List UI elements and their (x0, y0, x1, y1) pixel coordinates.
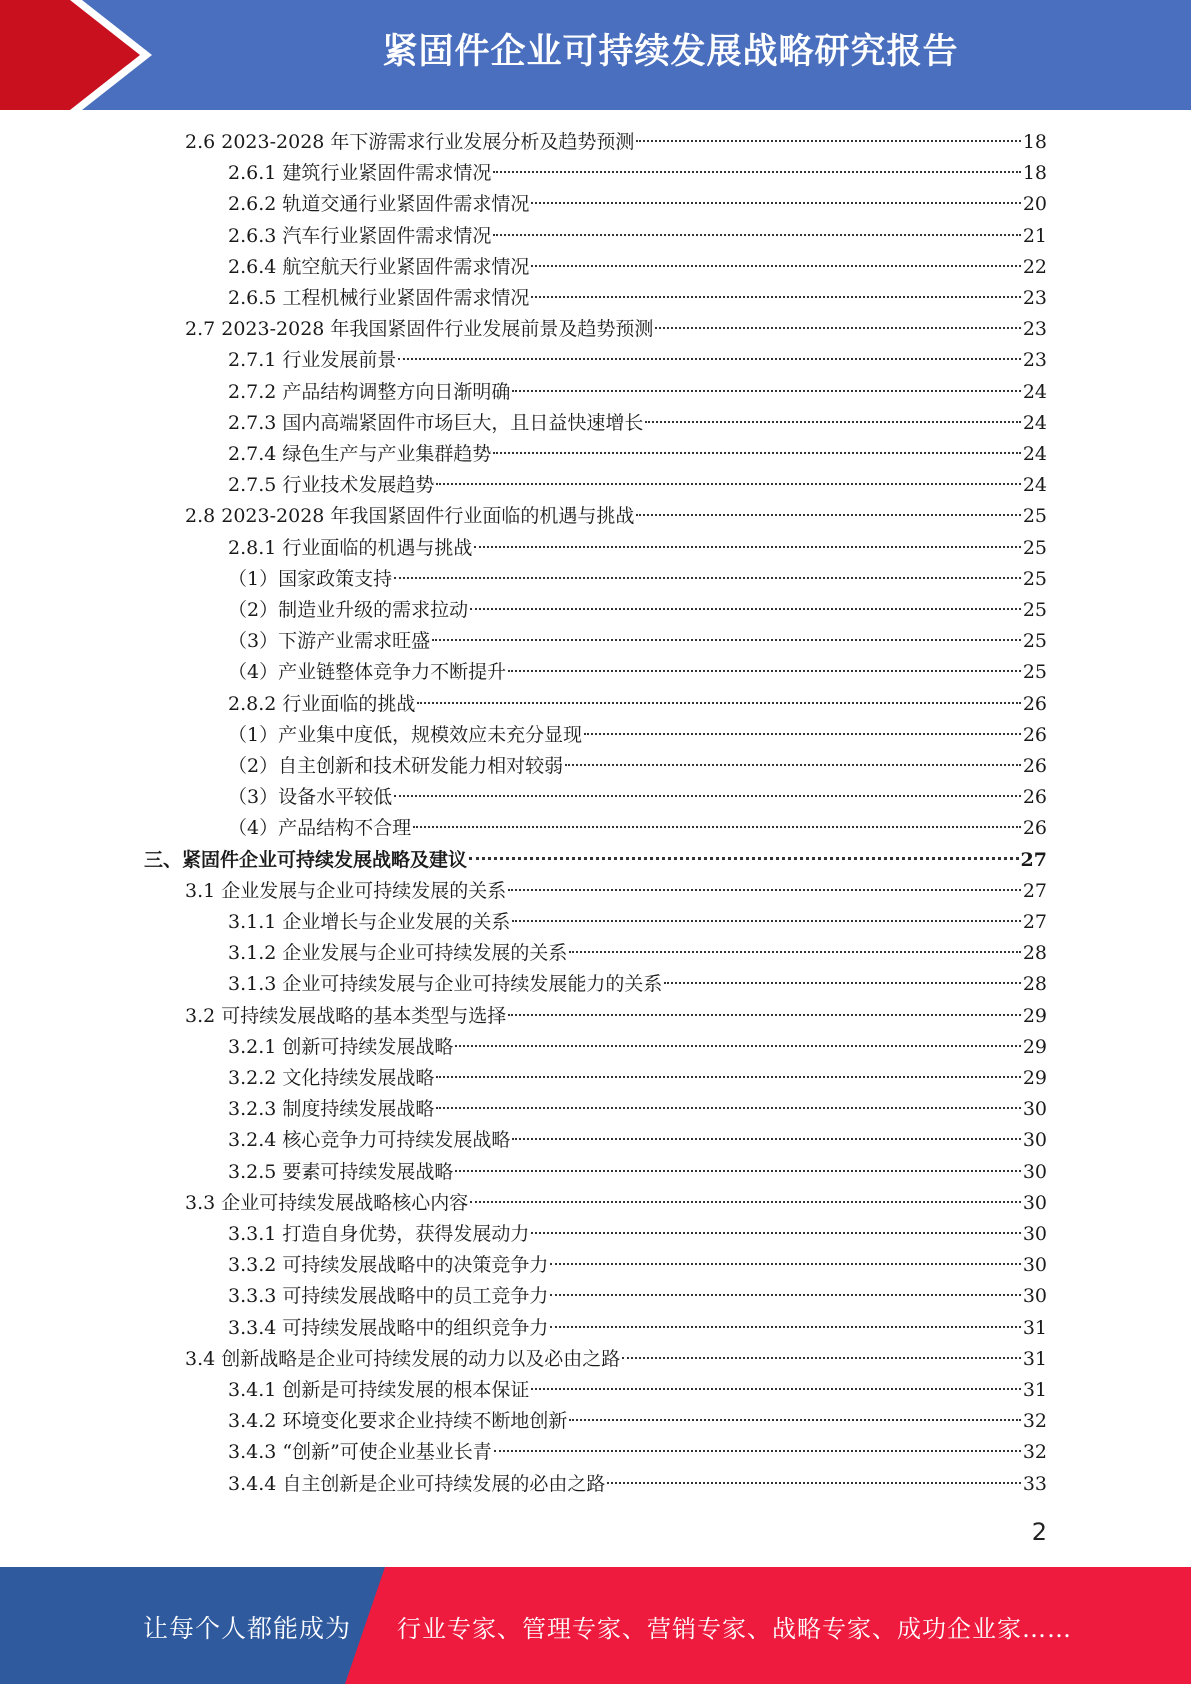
toc-dot-leader (655, 326, 1020, 329)
toc-entry[interactable] (228, 813, 1047, 844)
toc-entry-page: 27 (1022, 879, 1047, 902)
toc-entry[interactable] (228, 377, 1047, 408)
toc-entry-page: 33 (1022, 1472, 1047, 1495)
toc-dot-leader (436, 1106, 1020, 1109)
toc-entry-label: 3.4.2 环境变化要求企业持续不断地创新 (228, 1410, 568, 1433)
page-number: 2 (1031, 1518, 1047, 1546)
toc-entry-page: 26 (1022, 755, 1047, 777)
toc-entry[interactable] (185, 1188, 1047, 1219)
toc-entry-label: 2.7.3 国内高端紧固件市场巨大，且日益快速增长 (228, 411, 644, 434)
toc-entry-page: 23 (1022, 318, 1047, 341)
toc-entry-label: （4）产业链整体竞争力不断提升 (228, 661, 507, 684)
toc-dot-leader (398, 357, 1020, 360)
toc-dot-leader (622, 1356, 1021, 1359)
toc-entry-label: 3.2.4 核心竞争力可持续发展战略 (228, 1129, 511, 1152)
toc-entry[interactable] (185, 127, 1047, 158)
toc-entry-label: 2.7.4 绿色生产与产业集群趋势 (228, 443, 492, 465)
toc-dot-leader (436, 1075, 1020, 1078)
toc-entry-page: 30 (1022, 1129, 1047, 1152)
toc-entry[interactable] (228, 657, 1047, 688)
toc-dot-leader (470, 1200, 1021, 1203)
toc-entry-page: 28 (1022, 973, 1047, 996)
toc-dot-leader (470, 607, 1021, 610)
toc-entry[interactable] (228, 751, 1047, 782)
toc-dot-leader (569, 950, 1020, 953)
toc-entry[interactable] (228, 1032, 1047, 1063)
toc-entry-page: 20 (1022, 193, 1047, 216)
toc-dot-leader (394, 794, 1021, 797)
toc-dot-leader (512, 1137, 1020, 1140)
toc-entry-label: （1）国家政策支持 (228, 567, 393, 590)
toc-dot-leader (432, 638, 1021, 641)
toc-entry-page: 30 (1022, 1160, 1047, 1183)
toc-entry-label: 2.8 2023-2028 年我国紧固件行业面临的机遇与挑战 (185, 505, 635, 528)
toc-dot-leader (436, 482, 1020, 485)
toc-entry-page: 27 (1022, 911, 1047, 933)
toc-entry-page: 31 (1022, 1379, 1047, 1401)
toc-entry[interactable] (228, 1063, 1047, 1094)
toc-dot-leader (493, 170, 1020, 173)
toc-dot-leader (664, 981, 1020, 984)
toc-entry-label: 2.6.2 轨道交通行业紧固件需求情况 (228, 193, 530, 216)
toc-dot-leader (455, 1169, 1020, 1172)
toc-entry[interactable] (228, 533, 1047, 564)
toc-entry-page: 26 (1022, 692, 1047, 715)
toc-entry-page: 25 (1022, 505, 1047, 528)
toc-dot-leader (645, 420, 1020, 423)
toc-entry-page: 18 (1022, 131, 1047, 153)
toc-entry[interactable] (185, 501, 1047, 532)
toc-entry-label: 3.1.2 企业发展与企业可持续发展的关系 (228, 942, 568, 965)
footer-slogan-right: 行业专家、管理专家、营销专家、战略专家、成功企业家…… (397, 1615, 1072, 1643)
toc-entry-label: 2.6 2023-2028 年下游需求行业发展分析及趋势预测 (185, 131, 635, 153)
toc-entry-page: 28 (1022, 942, 1047, 965)
toc-entry-page: 22 (1022, 255, 1047, 278)
page-footer (0, 1567, 1191, 1684)
toc-entry-label: 2.6.1 建筑行业紧固件需求情况 (228, 162, 492, 185)
toc-entry-label: 三、紧固件企业可持续发展战略及建议 (144, 848, 468, 871)
toc-dot-leader (569, 1418, 1020, 1421)
toc-entry[interactable] (228, 907, 1047, 938)
toc-dot-leader (531, 1231, 1020, 1234)
toc-entry[interactable] (228, 595, 1047, 626)
toc-entry-page: 26 (1022, 817, 1047, 840)
toc-entry-page: 26 (1022, 723, 1047, 746)
toc-entry-label: 3.1.3 企业可持续发展与企业可持续发展能力的关系 (228, 973, 663, 996)
toc-dot-leader (531, 295, 1020, 298)
toc-entry-page: 25 (1022, 661, 1047, 684)
toc-entry-label: 3.2.5 要素可持续发展战略 (228, 1160, 454, 1183)
toc-entry-label: 3.3.2 可持续发展战略中的决策竞争力 (228, 1254, 549, 1277)
toc-entry-label: 3.2.1 创新可持续发展战略 (228, 1035, 454, 1058)
toc-entry[interactable] (228, 1406, 1047, 1437)
toc-dot-leader (455, 1044, 1020, 1047)
toc-entry-label: （4）产品结构不合理 (228, 817, 412, 840)
toc-dot-leader (531, 264, 1020, 267)
toc-dot-leader (413, 825, 1021, 828)
toc-dot-leader (636, 513, 1020, 516)
toc-entry-page: 29 (1022, 1067, 1047, 1089)
toc-entry-label: 3.3 企业可持续发展战略核心内容 (185, 1191, 469, 1214)
toc-entry[interactable] (185, 876, 1047, 907)
toc-entry[interactable] (228, 720, 1047, 751)
page-header (0, 0, 1191, 110)
toc-entry-page: 29 (1022, 1004, 1047, 1027)
toc-entry[interactable] (228, 626, 1047, 657)
toc-entry[interactable] (228, 782, 1047, 813)
toc-entry-page: 30 (1022, 1285, 1047, 1308)
toc-entry-label: 3.2.3 制度持续发展战略 (228, 1098, 435, 1121)
toc-entry-label: （1）产业集中度低，规模效应未充分显现 (228, 723, 583, 746)
toc-entry-label: （2）自主创新和技术研发能力相对较弱 (228, 755, 564, 777)
toc-dot-leader (550, 1325, 1020, 1328)
toc-entry[interactable] (228, 1281, 1047, 1312)
toc-dot-leader (417, 701, 1020, 704)
toc-dot-leader (512, 919, 1020, 922)
toc-entry[interactable] (228, 158, 1047, 189)
toc-entry-label: 3.3.3 可持续发展战略中的员工竞争力 (228, 1285, 549, 1308)
toc-entry[interactable] (228, 439, 1047, 470)
toc-dot-leader (531, 1387, 1020, 1390)
toc-entry-label: （3）设备水平较低 (228, 786, 393, 809)
toc-dot-leader (550, 1293, 1020, 1296)
toc-entry-page: 24 (1022, 443, 1047, 465)
toc-entry-label: 2.7.1 行业发展前景 (228, 349, 397, 372)
toc-entry-page: 30 (1022, 1254, 1047, 1277)
toc-entry[interactable] (185, 1001, 1047, 1032)
toc-entry-page: 26 (1022, 786, 1047, 809)
toc-dot-leader (550, 1262, 1020, 1265)
toc-entry-page: 24 (1022, 474, 1047, 497)
toc-entry[interactable] (228, 689, 1047, 720)
toc-entry-label: （2）制造业升级的需求拉动 (228, 599, 469, 621)
toc-entry-page: 23 (1022, 349, 1047, 372)
toc-entry-label: 3.1 企业发展与企业可持续发展的关系 (185, 879, 507, 902)
toc-entry-page: 30 (1022, 1098, 1047, 1121)
toc-entry[interactable] (228, 938, 1047, 969)
toc-entry-label: （3）下游产业需求旺盛 (228, 630, 431, 653)
toc-entry[interactable] (228, 1469, 1047, 1500)
toc-entry-label: 2.6.4 航空航天行业紧固件需求情况 (228, 255, 530, 278)
toc-entry[interactable] (228, 1157, 1047, 1188)
toc-entry-page: 23 (1022, 287, 1047, 309)
toc-entry[interactable] (228, 1219, 1047, 1250)
toc-dot-leader (474, 545, 1020, 548)
toc-entry-label: 3.4.3 “创新”可使企业基业长青 (228, 1441, 492, 1464)
toc-entry[interactable] (228, 345, 1047, 376)
toc-dot-leader (607, 1481, 1020, 1484)
toc-entry-label: 2.7.5 行业技术发展趋势 (228, 474, 435, 497)
toc-entry[interactable] (228, 1094, 1047, 1125)
toc-dot-leader (394, 576, 1021, 579)
toc-entry-label: 3.4 创新战略是企业可持续发展的动力以及必由之路 (185, 1347, 621, 1370)
header-arrow-red-icon (0, 0, 140, 110)
toc-entry-label: 2.7 2023-2028 年我国紧固件行业发展前景及趋势预测 (185, 318, 654, 341)
toc-entry[interactable] (228, 1437, 1047, 1468)
toc-entry-label: 3.2.2 文化持续发展战略 (228, 1067, 435, 1089)
toc-entry[interactable] (228, 1375, 1047, 1406)
toc-entry[interactable] (185, 1344, 1047, 1375)
toc-dot-leader (493, 233, 1020, 236)
footer-slogan-left: 让每个人都能成为 (143, 1614, 352, 1643)
toc-entry-page: 18 (1022, 162, 1047, 185)
toc-entry[interactable] (228, 564, 1047, 595)
toc-entry[interactable] (228, 1125, 1047, 1156)
toc-entry-label: 2.6.3 汽车行业紧固件需求情况 (228, 224, 492, 247)
toc-entry-page: 25 (1022, 599, 1047, 621)
toc-entry[interactable] (228, 1250, 1047, 1281)
toc-entry-label: 3.3.1 打造自身优势，获得发展动力 (228, 1223, 530, 1245)
toc-dot-leader (584, 732, 1021, 735)
toc-entry-page: 30 (1022, 1191, 1047, 1214)
toc-entry[interactable] (228, 1313, 1047, 1344)
toc-entry[interactable] (228, 221, 1047, 252)
toc-dot-leader (531, 201, 1020, 204)
toc-dot-leader (508, 888, 1021, 891)
toc-entry-label: 2.8.2 行业面临的挑战 (228, 692, 416, 715)
toc-entry[interactable] (228, 189, 1047, 220)
toc-entry-page: 25 (1022, 536, 1047, 559)
toc-dot-leader (494, 1449, 1021, 1452)
toc-entry-label: 3.3.4 可持续发展战略中的组织竞争力 (228, 1316, 549, 1339)
toc-dot-leader (565, 763, 1021, 766)
toc-entry-page: 24 (1022, 380, 1047, 403)
toc-entry[interactable] (228, 252, 1047, 283)
toc-entry-page: 32 (1022, 1441, 1047, 1464)
toc-dot-leader (508, 669, 1021, 672)
toc-entry-label: 2.8.1 行业面临的机遇与挑战 (228, 536, 473, 559)
toc-entry[interactable] (185, 314, 1047, 345)
toc-dot-leader (512, 389, 1020, 392)
toc-entry-page: 32 (1022, 1410, 1047, 1433)
toc-entry-page: 24 (1022, 411, 1047, 434)
toc-entry-page: 25 (1022, 567, 1047, 590)
toc-entry-page: 27 (1020, 848, 1047, 871)
toc-dot-leader (636, 139, 1020, 142)
toc-entry-label: 2.6.5 工程机械行业紧固件需求情况 (228, 287, 530, 309)
toc-dot-leader (508, 1013, 1021, 1016)
toc-entry[interactable] (228, 470, 1047, 501)
report-title: 紧固件企业可持续发展战略研究报告 (382, 32, 959, 72)
toc-entry-page: 21 (1022, 224, 1047, 247)
toc-entry[interactable] (228, 283, 1047, 314)
toc-entry[interactable] (144, 845, 1047, 876)
toc-entry[interactable] (228, 408, 1047, 439)
toc-entry[interactable] (228, 969, 1047, 1000)
toc-entry-label: 3.4.1 创新是可持续发展的根本保证 (228, 1379, 530, 1401)
toc-entry-label: 3.4.4 自主创新是企业可持续发展的必由之路 (228, 1472, 606, 1495)
toc-entry-page: 25 (1022, 630, 1047, 653)
toc-entry-page: 31 (1022, 1316, 1047, 1339)
toc-dot-leader (469, 856, 1019, 860)
toc-entry-label: 3.1.1 企业增长与企业发展的关系 (228, 911, 511, 933)
toc-dot-leader (493, 451, 1020, 454)
toc-entry-page: 29 (1022, 1035, 1047, 1058)
toc-entry-page: 31 (1022, 1347, 1047, 1370)
toc-entry-label: 3.2 可持续发展战略的基本类型与选择 (185, 1004, 507, 1027)
toc-entry-page: 30 (1022, 1223, 1047, 1245)
toc-entry-label: 2.7.2 产品结构调整方向日渐明确 (228, 380, 511, 403)
